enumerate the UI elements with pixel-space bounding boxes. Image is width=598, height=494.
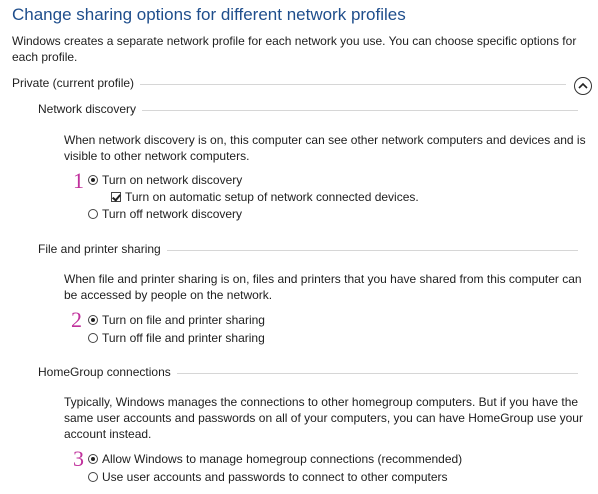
checkbox-auto-setup[interactable] (111, 189, 419, 205)
step-marker-1: 1 (73, 168, 84, 193)
radio-homegroup-user[interactable] (88, 469, 448, 485)
file-printer-description: When file and printer sharing is on, files and printers that you have shared from this computer can be accessed by people on the network. (64, 272, 582, 302)
radio-file-sharing-on[interactable] (88, 312, 265, 328)
radio-network-discovery-off[interactable] (88, 206, 242, 222)
radio-selected-icon[interactable] (88, 315, 98, 325)
checkbox-checked-icon[interactable] (111, 192, 121, 202)
page-title: Change sharing options for different network profiles (12, 5, 406, 24)
checkbox-label: Turn on automatic setup of network connected devices. (125, 190, 419, 204)
chevron-up-icon (578, 82, 588, 90)
network-discovery-heading: Network discovery (38, 102, 142, 116)
homegroup-heading: HomeGroup connections (38, 365, 177, 379)
radio-label: Turn on network discovery (102, 173, 243, 187)
radio-label: Allow Windows to manage homegroup connections (recommended) (102, 452, 463, 466)
radio-label: Turn off network discovery (102, 207, 243, 221)
radio-label: Use user accounts and passwords to connect to other computers (102, 470, 448, 484)
radio-file-sharing-off[interactable] (88, 330, 265, 346)
radio-unselected-icon[interactable] (88, 472, 98, 482)
network-discovery-description: When network discovery is on, this computer can see other network computers and devices and is visible to other network computers. (64, 133, 586, 163)
radio-selected-icon[interactable] (88, 454, 98, 464)
profile-label: Private (current profile) (12, 76, 140, 90)
radio-unselected-icon[interactable] (88, 333, 98, 343)
radio-label: Turn on file and printer sharing (102, 313, 265, 327)
collapse-profile-button[interactable] (574, 77, 592, 95)
radio-unselected-icon[interactable] (88, 209, 98, 219)
radio-network-discovery-on[interactable] (88, 172, 242, 188)
radio-homegroup-allow[interactable] (88, 451, 462, 467)
radio-label: Turn off file and printer sharing (102, 331, 265, 345)
homegroup-description: Typically, Windows manages the connections to other homegroup computers. But if you have the same user accounts and passwords on all of your computers, you can have HomeGroup use your account instead. (64, 395, 583, 441)
step-marker-2: 2 (71, 307, 82, 332)
file-printer-heading: File and printer sharing (38, 242, 167, 256)
radio-selected-icon[interactable] (88, 175, 98, 185)
page-intro: Windows creates a separate network profile for each network you use. You can choose specific options for each profile. (12, 34, 577, 64)
step-marker-3: 3 (73, 446, 84, 471)
